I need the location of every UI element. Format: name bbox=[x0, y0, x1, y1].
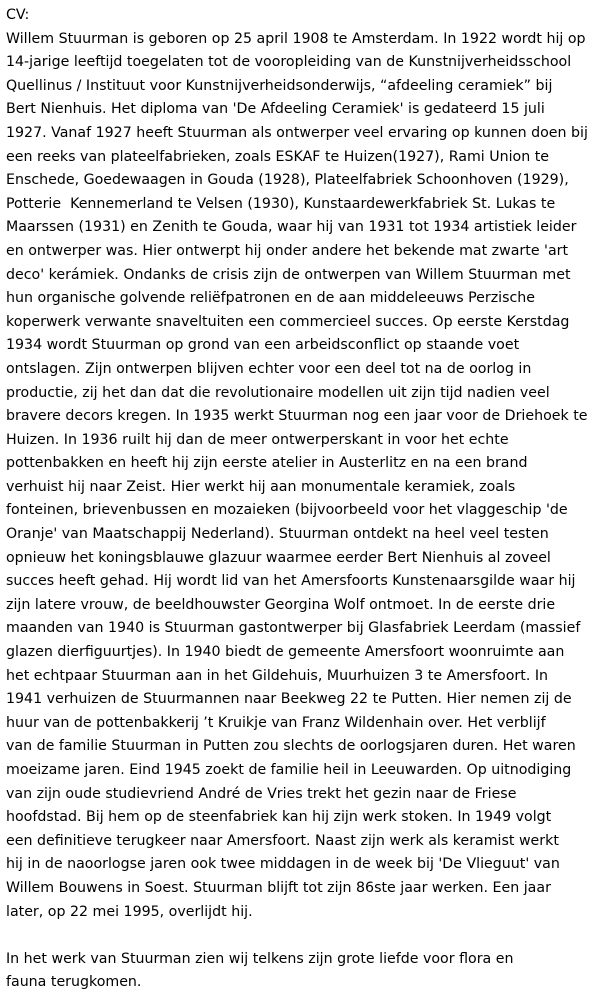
biography-line: Quellinus / Instituut voor Kunstnijverheidsonderwijs, “afdeeling ceramiek” bij bbox=[6, 77, 553, 94]
biography-line: een definitieve terugkeer naar Amersfoort. Naast zijn werk als keramist werkt bbox=[6, 832, 559, 849]
biography-line: deco' kerámiek. Ondanks de crisis zijn de ontwerpen van Willem Stuurman met bbox=[6, 266, 571, 283]
biography-line: moeizame jaren. Eind 1945 zoekt de familie heil in Leeuwarden. Op uitnodiging bbox=[6, 762, 572, 778]
biography-line: Willem Bouwens in Soest. Stuurman blijft tot zijn 86ste jaar werken. Een jaar bbox=[6, 879, 551, 896]
biography-line: Willem Stuurman is geboren op 25 april 1908 te Amsterdam. In 1922 wordt hij op bbox=[6, 30, 586, 47]
biography-line: opnieuw het koningsblauwe glazuur waarmee eerder Bert Nienhuis al zoveel bbox=[6, 549, 551, 566]
closing-paragraph bbox=[6, 948, 594, 995]
biography-line: bravere decors kregen. In 1935 werkt Stuurman nog een jaar voor de Driehoek te bbox=[6, 408, 588, 425]
biography-line: Oranje' van Maatschappij Nederland). Stuurman ontdekt na heel veel testen bbox=[6, 526, 549, 543]
biography-line: 14-jarige leeftijd toegelaten tot de vooropleiding van de Kunstnijverheidsschool bbox=[6, 54, 572, 71]
biography-line: een reeks van plateelfabrieken, zoals ESKAF te Huizen(1927), Rami Union te bbox=[6, 148, 550, 165]
biography-line: en ontwerper was. Hier ontwerpt hij onder andere het bekende mat zwarte 'art bbox=[6, 242, 569, 259]
biography-line: fonteinen, brievenbussen en mozaieken (bijvoorbeeld voor het vlaggeschip 'de bbox=[6, 502, 568, 519]
biography-line: Potterie Kennemerland te Velsen (1930), Kunstaardewerkfabriek St. Lukas te bbox=[6, 195, 556, 212]
biography-line: zijn latere vrouw, de beeldhouwster Georgina Wolf ontmoet. In de eerste drie bbox=[6, 596, 556, 613]
biography-line: Huizen. In 1936 ruilt hij dan de meer ontwerperskant in voor het echte bbox=[6, 431, 509, 448]
biography-line: hij in de naoorlogse jaren ook twee middagen in de week bij 'De Vlieguut' van bbox=[6, 856, 560, 873]
biography-line: hoofdstad. Bij hem op de steenfabriek kan hij zijn werk stoken. In 1949 volgt bbox=[6, 809, 552, 826]
biography-line: succes heeft gehad. Hij wordt lid van het Amersfoorts Kunstenaarsgilde waar hij bbox=[6, 573, 576, 590]
biography-line: hun organische golvende reliëfpatronen en de aan middeleeuws Perzische bbox=[6, 290, 536, 307]
biography-line: het echtpaar Stuurman aan in het Gildehuis, Muurhuizen 3 te Amersfoort. In bbox=[6, 667, 549, 684]
biography-line: van zijn oude studievriend André de Vries trekt het gezin naar de Friese bbox=[6, 785, 517, 802]
biography-line: verhuist hij naar Zeist. Hier werkt hij aan monumentale keramiek, zoals bbox=[6, 478, 516, 495]
biography-line: productie, zij het dan dat die revolutionaire modellen uit zijn tijd nadien veel bbox=[6, 384, 550, 401]
biography-line: maanden van 1940 is Stuurman gastontwerper bij Glasfabriek Leerdam (massief bbox=[6, 620, 581, 637]
biography-line: Maarssen (1931) en Zenith te Gouda, waar hij van 1931 tot 1934 artistiek leider bbox=[6, 219, 577, 236]
biography-line: 1934 wordt Stuurman op grond van een arbeidsconflict op staande voet bbox=[6, 337, 520, 354]
biography-line: koperwerk verwante snaveltuiten een commercieel succes. Op eerste Kerstdag bbox=[6, 313, 570, 330]
biography-line: 1941 verhuizen de Stuurmannen naar Beekweg 22 te Putten. Hier nemen zij de bbox=[6, 691, 572, 708]
cv-heading: CV: bbox=[6, 7, 30, 23]
biography-line: glazen dierfiguurtjes). In 1940 biedt de gemeente Amersfoort woonruimte aan bbox=[6, 644, 565, 661]
biography-line: later, op 22 mei 1995, overlijdt hij. bbox=[6, 903, 253, 920]
biography-line: ontslagen. Zijn ontwerpen blijven echter voor een deel tot na de oorlog in bbox=[6, 360, 532, 377]
biography-paragraph bbox=[6, 28, 594, 925]
closing-line: In het werk van Stuurman zien wij telkens zijn grote liefde voor flora en bbox=[6, 950, 514, 967]
paragraph-spacer bbox=[6, 924, 594, 948]
biography-line: pottenbakken en heeft hij zijn eerste atelier in Austerlitz en na een brand bbox=[6, 455, 528, 472]
biography-line: Enschede, Goedewaagen in Gouda (1928), Plateelfabriek Schoonhoven (1929), bbox=[6, 172, 569, 189]
closing-line: fauna terugkomen. bbox=[6, 974, 142, 991]
biography-line: Bert Nienhuis. Het diploma van 'De Afdeeling Ceramiek' is gedateerd 15 juli bbox=[6, 101, 545, 118]
biography-line: van de familie Stuurman in Putten zou slechts de oorlogsjaren duren. Het waren bbox=[6, 738, 576, 755]
biography-line: huur van de pottenbakkerij ’t Kruikje van Franz Wildenhain over. Het verblijf bbox=[6, 714, 546, 731]
biography-line: 1927. Vanaf 1927 heeft Stuurman als ontwerper veel ervaring op kunnen doen bij bbox=[6, 124, 588, 141]
